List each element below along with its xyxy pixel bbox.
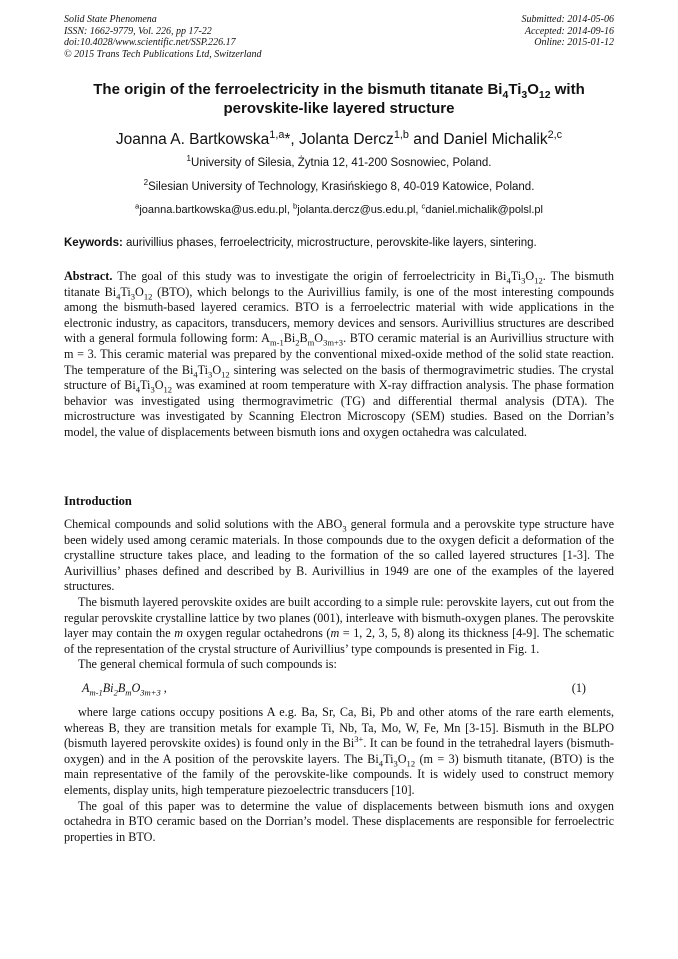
doi-line: doi:10.4028/www.scientific.net/SSP.226.17: [64, 37, 236, 48]
intro-paragraph-1: Chemical compounds and solid solutions with the $ABO_3$ general formula and a perovskite type structure have been widely used among ceramic materials. In those compounds due to the oxygen deficit a deformation of the crystalline structure takes place, and leading to the formation of the so called layered structures [1-3]. The Aurivillius’ phases defined and described by B. Aurivillius in 1949 are one of the examples of the layered structures.: [64, 517, 614, 594]
intro-paragraph-5: The goal of this paper was to determine the value of displacements between bismuth ions and oxygen octahedra in BTO ceramic based on the Dorrian’s model. These displacements are responsible for ferroelectric properties in BTO.: [64, 798, 614, 844]
paper-title: The origin of the ferroelectricity in the bismuth titanate $Bi_4Ti_3O_{12}$ with perovskite-like layered structure: [93, 81, 585, 117]
keywords-label: Keywords:: [64, 237, 123, 249]
intro-paragraph-4: where large cations occupy positions A e.g. Ba, Sr, Ca, Bi, Pb and other atoms of the rare earth elements, whereas B, they are transition metals for example Ti, Nb, Ta, Mo, W, Fe, Mn [3-15]. Bismuth in the BLPO (bismuth layered perovskite oxides) is found only in the $Bi^{3+}$. It can be found in the tetrahedral layers (bismuth-oxygen) and in the A position of the perovskite layers. The $Bi_4Ti_3O_{12}$ (m = 3) bismuth titanate, (BTO) is the main representative of the family of the perovskite-like compounds. It is widely used to construct memory elements, display units, high temperature piezoelectric transducers [10].: [64, 704, 614, 797]
equation-formula: $A_{m-1}Bi_2B_mO_{3m+3}$ ,: [82, 680, 167, 698]
dates-header: [522, 14, 615, 49]
journal-name: Solid State Phenomena: [64, 14, 157, 25]
introduction-heading: Introduction: [64, 494, 132, 508]
intro-paragraph-2: The bismuth layered perovskite oxides are built according to a simple rule: perovskite layers, cut out from the regular perovskite crystalline lattice by two planes (001), interleave with bismuth-oxygen planes. The perovskite layer may contain the m oxygen regular octahedrons (m = 1, 2, 3, 5, 8) along its thickness [4-9]. The schematic of the representation of the crystal structure of Aurivillius’ type compounds is presented in Fig. 1.: [64, 594, 614, 656]
author-1: Joanna A. Bartkowska: [115, 131, 270, 148]
equation-1: [64, 673, 614, 705]
journal-header: [64, 14, 262, 60]
abstract: Abstract. The goal of this study was to investigate the origin of ferroelectricity in $Bi_4Ti_3O_{12}$. The bismuth titanate $Bi_4Ti_3O_{12}$ (BTO), which belongs to the Aurivillius family, is one of the most interesting compounds among the bismuth-based layered ceramics. BTO is a ferroelectric material with wide applications in the electronic industry, as capacitors, transducers, memory devices and sensors. Aurivillius structures are described with a general formula following form: $A_{m-1}Bi_2B_mO_{3m+3}$. BTO ceramic material is an Aurivillius structure with m = 3. This ceramic material was prepared by the conventional mixed-oxide method of the solid state reaction. The temperature of the $Bi_4Ti_3O_{12}$ sintering was selected on the basis of thermogravimetric studies. The crystal structure of $Bi_4Ti_3O_{12}$ was examined at room temperature with X-ray diffraction analysis. The phase formation behavior was investigated using thermogravimetric (TG) and differential thermal analysis (DTA). The microstructure was investigated by Scanning Electron Microscopy (SEM) studies. Based on the Dorrian’s model, the value of displacements between bismuth ions and oxygen octahedra was calculated.: [64, 269, 615, 439]
author-list: Joanna A. Bartkowska$^{1,a}$*, Jolanta Dercz$^{1,b}$ and Daniel Michalik$^{2,c}$: [115, 128, 563, 148]
affiliation-1: $^1$University of Silesia, Żytnia 12, 41-200 Sosnowiec, Poland.: [186, 154, 492, 169]
author-emails: $^a$joanna.bartkowska@us.edu.pl, $^b$jolanta.dercz@us.edu.pl, $^c$daniel.michalik@polsl.pl: [135, 201, 543, 216]
intro-paragraph-3: The general chemical formula of such compounds is:: [78, 657, 337, 672]
keywords: Keywords: aurivillius phases, ferroelectricity, microstructure, perovskite-like layers, sintering.: [64, 237, 537, 249]
copyright-line: © 2015 Trans Tech Publications Ltd, Switzerland: [64, 48, 262, 60]
online-date: Online: 2015-01-12: [534, 37, 614, 48]
author-2: Jolanta Dercz: [299, 131, 394, 148]
accepted-date: Accepted: 2014-09-16: [524, 25, 614, 37]
author-3: Daniel Michalik: [443, 131, 548, 148]
introduction-body: [64, 517, 614, 845]
submitted-date: Submitted: 2014-05-06: [521, 14, 614, 25]
equation-number: (1): [571, 680, 586, 695]
abstract-label: Abstract.: [64, 269, 113, 283]
issn-line: ISSN: 1662-9779, Vol. 226, pp 17-22: [64, 25, 212, 37]
affiliation-2: $^2$Silesian University of Technology, Krasińskiego 8, 40-019 Katowice, Poland.: [143, 178, 535, 193]
